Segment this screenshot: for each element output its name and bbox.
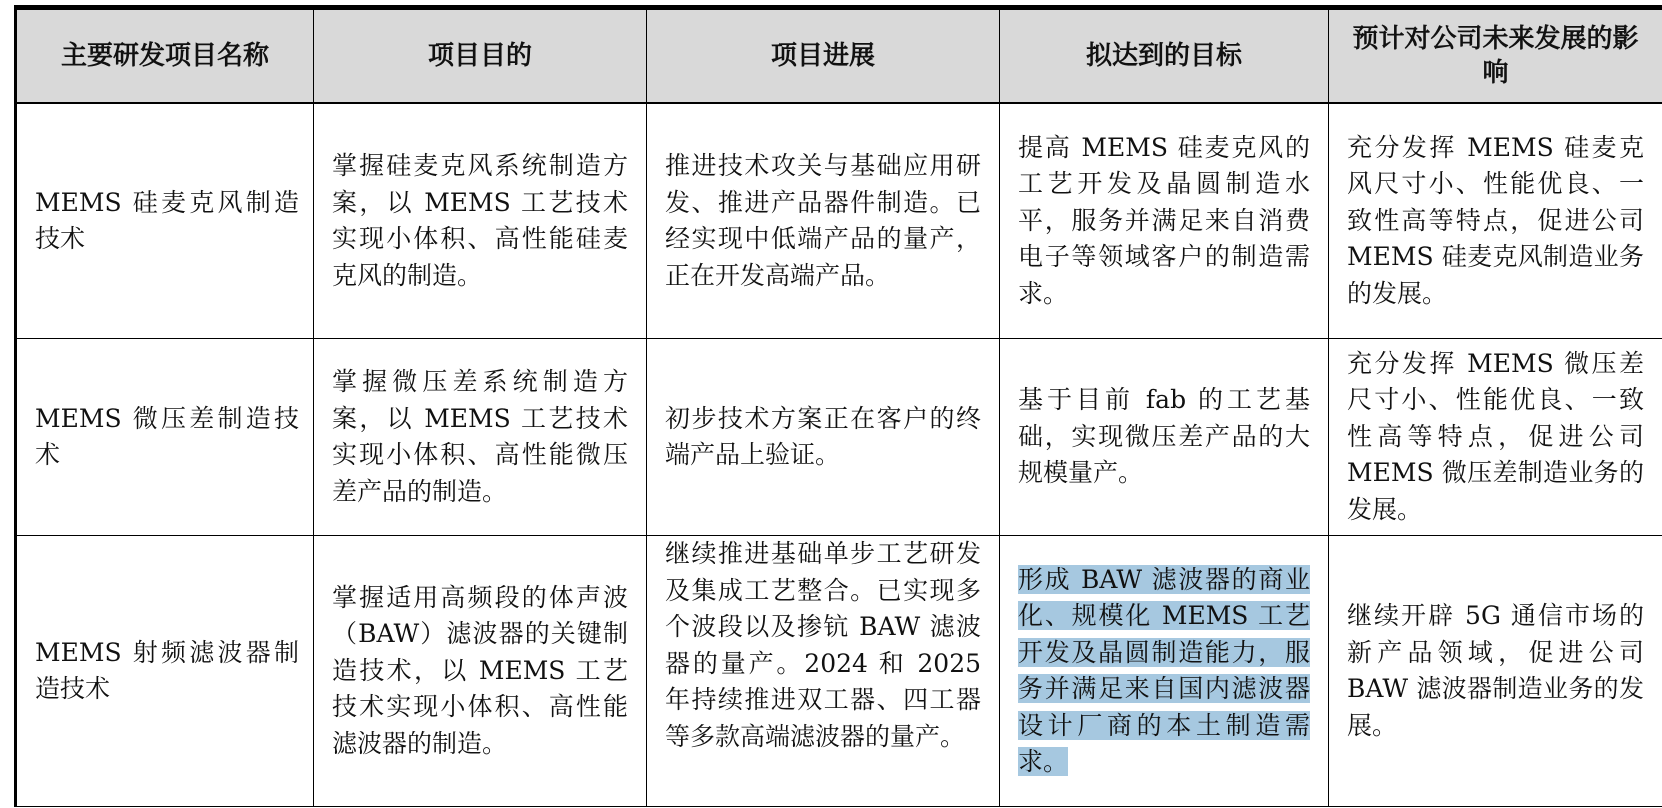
table-row	[16, 536, 1662, 807]
header-progress: 项目进展	[647, 8, 1000, 104]
header-purpose: 项目目的	[314, 8, 647, 104]
cell-project-name: MEMS 硅麦克风制造技术	[16, 103, 314, 339]
cell-purpose: 掌握硅麦克风系统制造方案，以 MEMS 工艺技术实现小体积、高性能硅麦克风的制造。	[314, 103, 647, 339]
cell-project-name: MEMS 射频滤波器制造技术	[16, 536, 314, 807]
header-target: 拟达到的目标	[1000, 8, 1329, 104]
table-row	[16, 103, 1662, 339]
rd-projects-table	[14, 5, 1662, 807]
cell-purpose: 掌握微压差系统制造方案，以 MEMS 工艺技术实现小体积、高性能微压差产品的制造。	[314, 339, 647, 536]
table-body	[16, 103, 1662, 807]
table-row	[16, 339, 1662, 536]
cell-target: 基于目前 fab 的工艺基础，实现微压差产品的大规模量产。	[1000, 339, 1329, 536]
selected-text-highlight[interactable]: 形成 BAW 滤波器的商业化、规模化 MEMS 工艺开发及晶圆制造能力，服务并满足来自国内滤波器设计厂商的本土制造需求。	[1018, 564, 1310, 776]
cell-target: 提高 MEMS 硅麦克风的工艺开发及晶圆制造水平，服务并满足来自消费电子等领域客户的制造需求。	[1000, 103, 1329, 339]
cell-progress: 推进技术攻关与基础应用研发、推进产品器件制造。已经实现中低端产品的量产，正在开发高端产品。	[647, 103, 1000, 339]
header-row	[16, 8, 1662, 104]
table-header	[16, 8, 1662, 104]
cell-target	[1000, 536, 1329, 807]
cell-impact: 充分发挥 MEMS 硅麦克风尺寸小、性能优良、一致性高等特点，促进公司 MEMS 硅麦克风制造业务的发展。	[1329, 103, 1662, 339]
cell-purpose: 掌握适用高频段的体声波（BAW）滤波器的关键制造技术，以 MEMS 工艺技术实现小体积、高性能滤波器的制造。	[314, 536, 647, 807]
cell-impact: 充分发挥 MEMS 微压差尺寸小、性能优良、一致性高等特点，促进公司 MEMS 微压差制造业务的发展。	[1329, 339, 1662, 536]
header-impact: 预计对公司未来发展的影响	[1329, 8, 1662, 104]
header-project-name: 主要研发项目名称	[16, 8, 314, 104]
document-page	[14, 5, 1662, 808]
cell-progress: 初步技术方案正在客户的终端产品上验证。	[647, 339, 1000, 536]
cell-impact: 继续开辟 5G 通信市场的新产品领域，促进公司 BAW 滤波器制造业务的发展。	[1329, 536, 1662, 807]
cell-project-name: MEMS 微压差制造技术	[16, 339, 314, 536]
cell-progress: 继续推进基础单步工艺研发及集成工艺整合。已实现多个波段以及掺钪 BAW 滤波器的量产。2024 和 2025 年持续推进双工器、四工器等多款高端滤波器的量产。	[647, 536, 1000, 807]
